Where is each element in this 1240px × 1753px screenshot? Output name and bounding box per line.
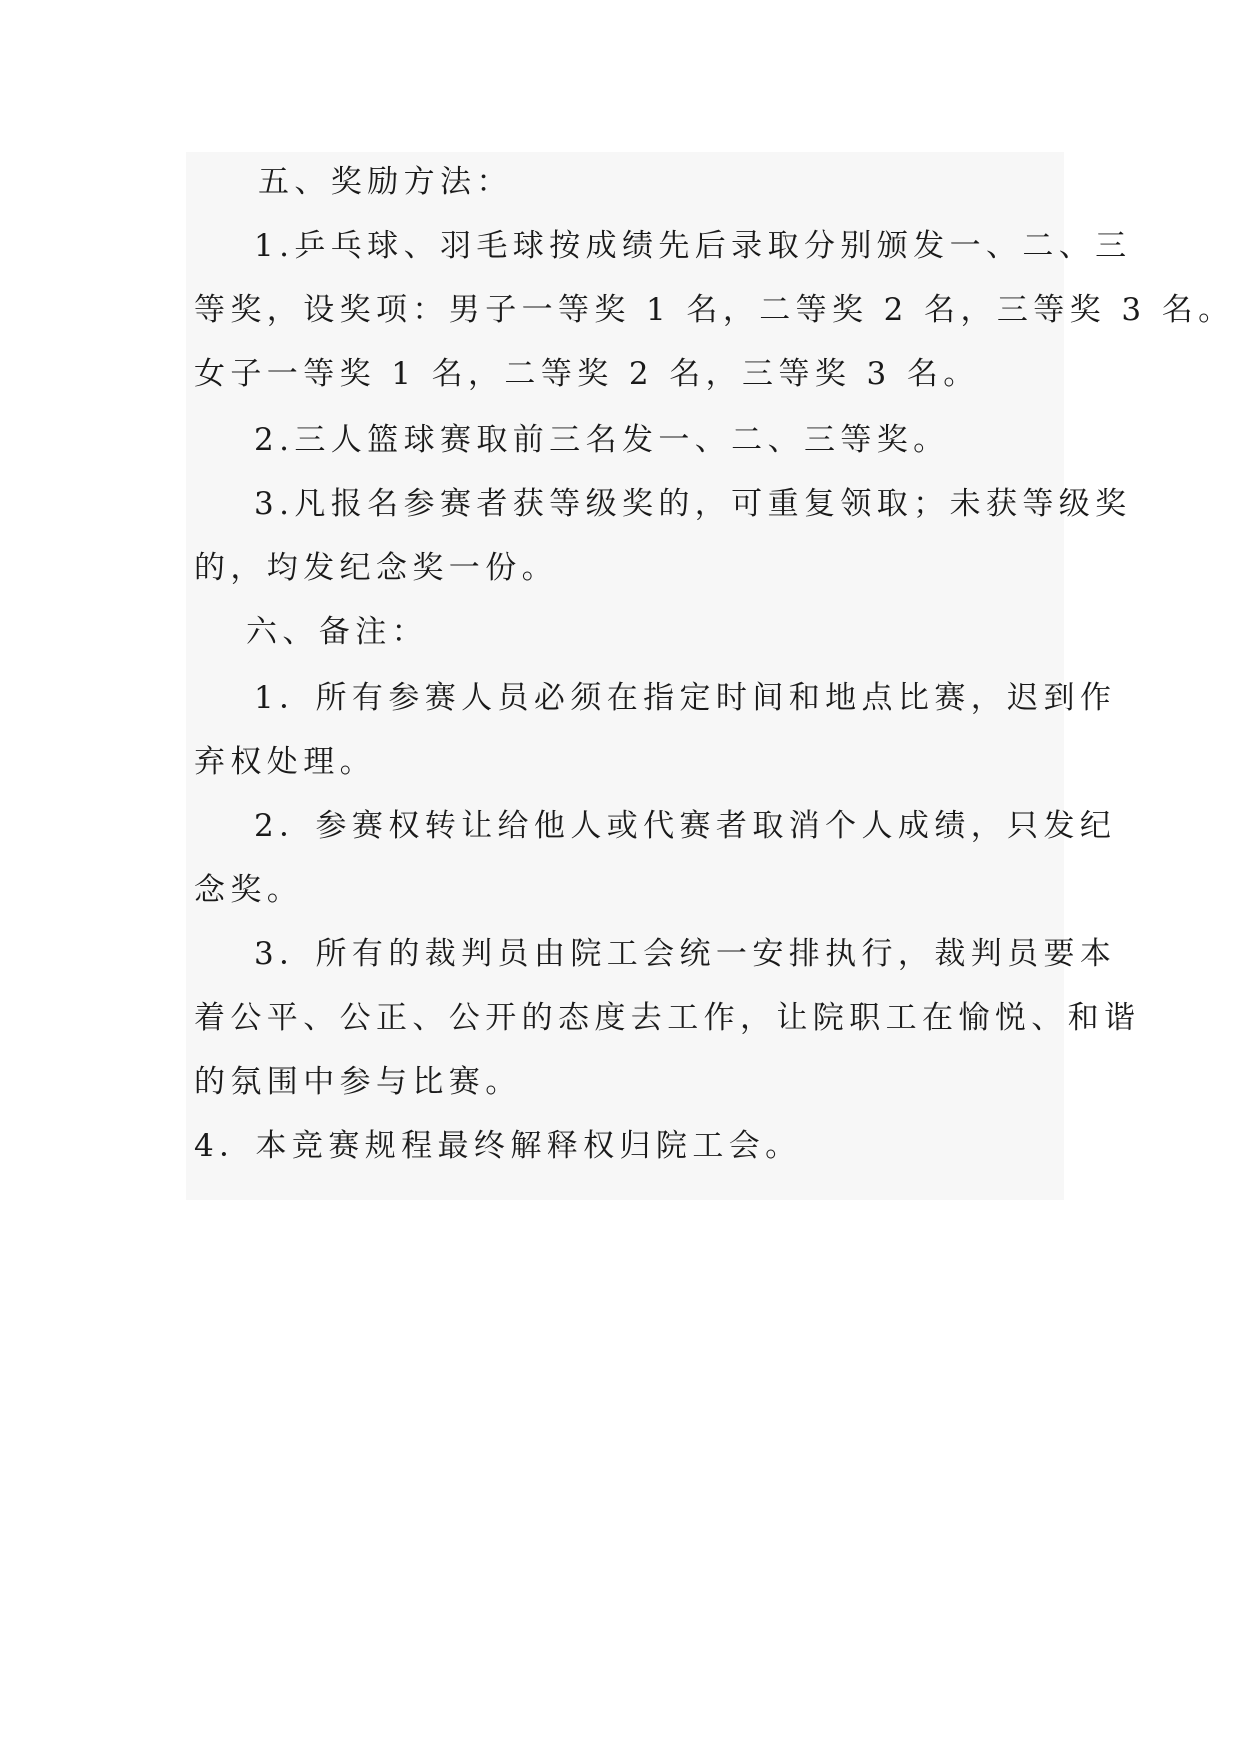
- paragraph-line: 着公平、公正、公开的态度去工作，让院职工在愉悦、和谐: [194, 1000, 1141, 1036]
- paragraph-line: 2．参赛权转让给他人或代赛者取消个人成绩，只发纪: [254, 808, 1117, 844]
- paragraph-line: 等奖，设奖项：男子一等奖 1 名，二等奖 2 名，三等奖 3 名。: [194, 292, 1235, 328]
- paragraph-line: 女子一等奖 1 名，二等奖 2 名，三等奖 3 名。: [194, 356, 980, 392]
- paragraph-line: 3.凡报名参赛者获等级奖的，可重复领取；未获等级奖: [254, 486, 1132, 522]
- paragraph-line: 的氛围中参与比赛。: [194, 1064, 522, 1100]
- paragraph-line: 3．所有的裁判员由院工会统一安排执行，裁判员要本: [254, 936, 1117, 972]
- paragraph-line: 4．本竞赛规程最终解释权归院工会。: [194, 1128, 802, 1164]
- document-text-block: [186, 152, 1235, 1200]
- paragraph-line: 的，均发纪念奖一份。: [194, 550, 558, 586]
- section-heading-notes: 六、备注：: [246, 614, 428, 650]
- paragraph-line: 1.乒乓球、羽毛球按成绩先后录取分别颁发一、二、三: [254, 228, 1132, 264]
- section-heading-rewards: 五、奖励方法：: [258, 164, 513, 200]
- paragraph-line: 1．所有参赛人员必须在指定时间和地点比赛，迟到作: [254, 680, 1117, 716]
- paragraph-line: 念奖。: [194, 872, 304, 908]
- paragraph-line: 2.三人篮球赛取前三名发一、二、三等奖。: [254, 422, 950, 458]
- paragraph-line: 弃权处理。: [194, 744, 376, 780]
